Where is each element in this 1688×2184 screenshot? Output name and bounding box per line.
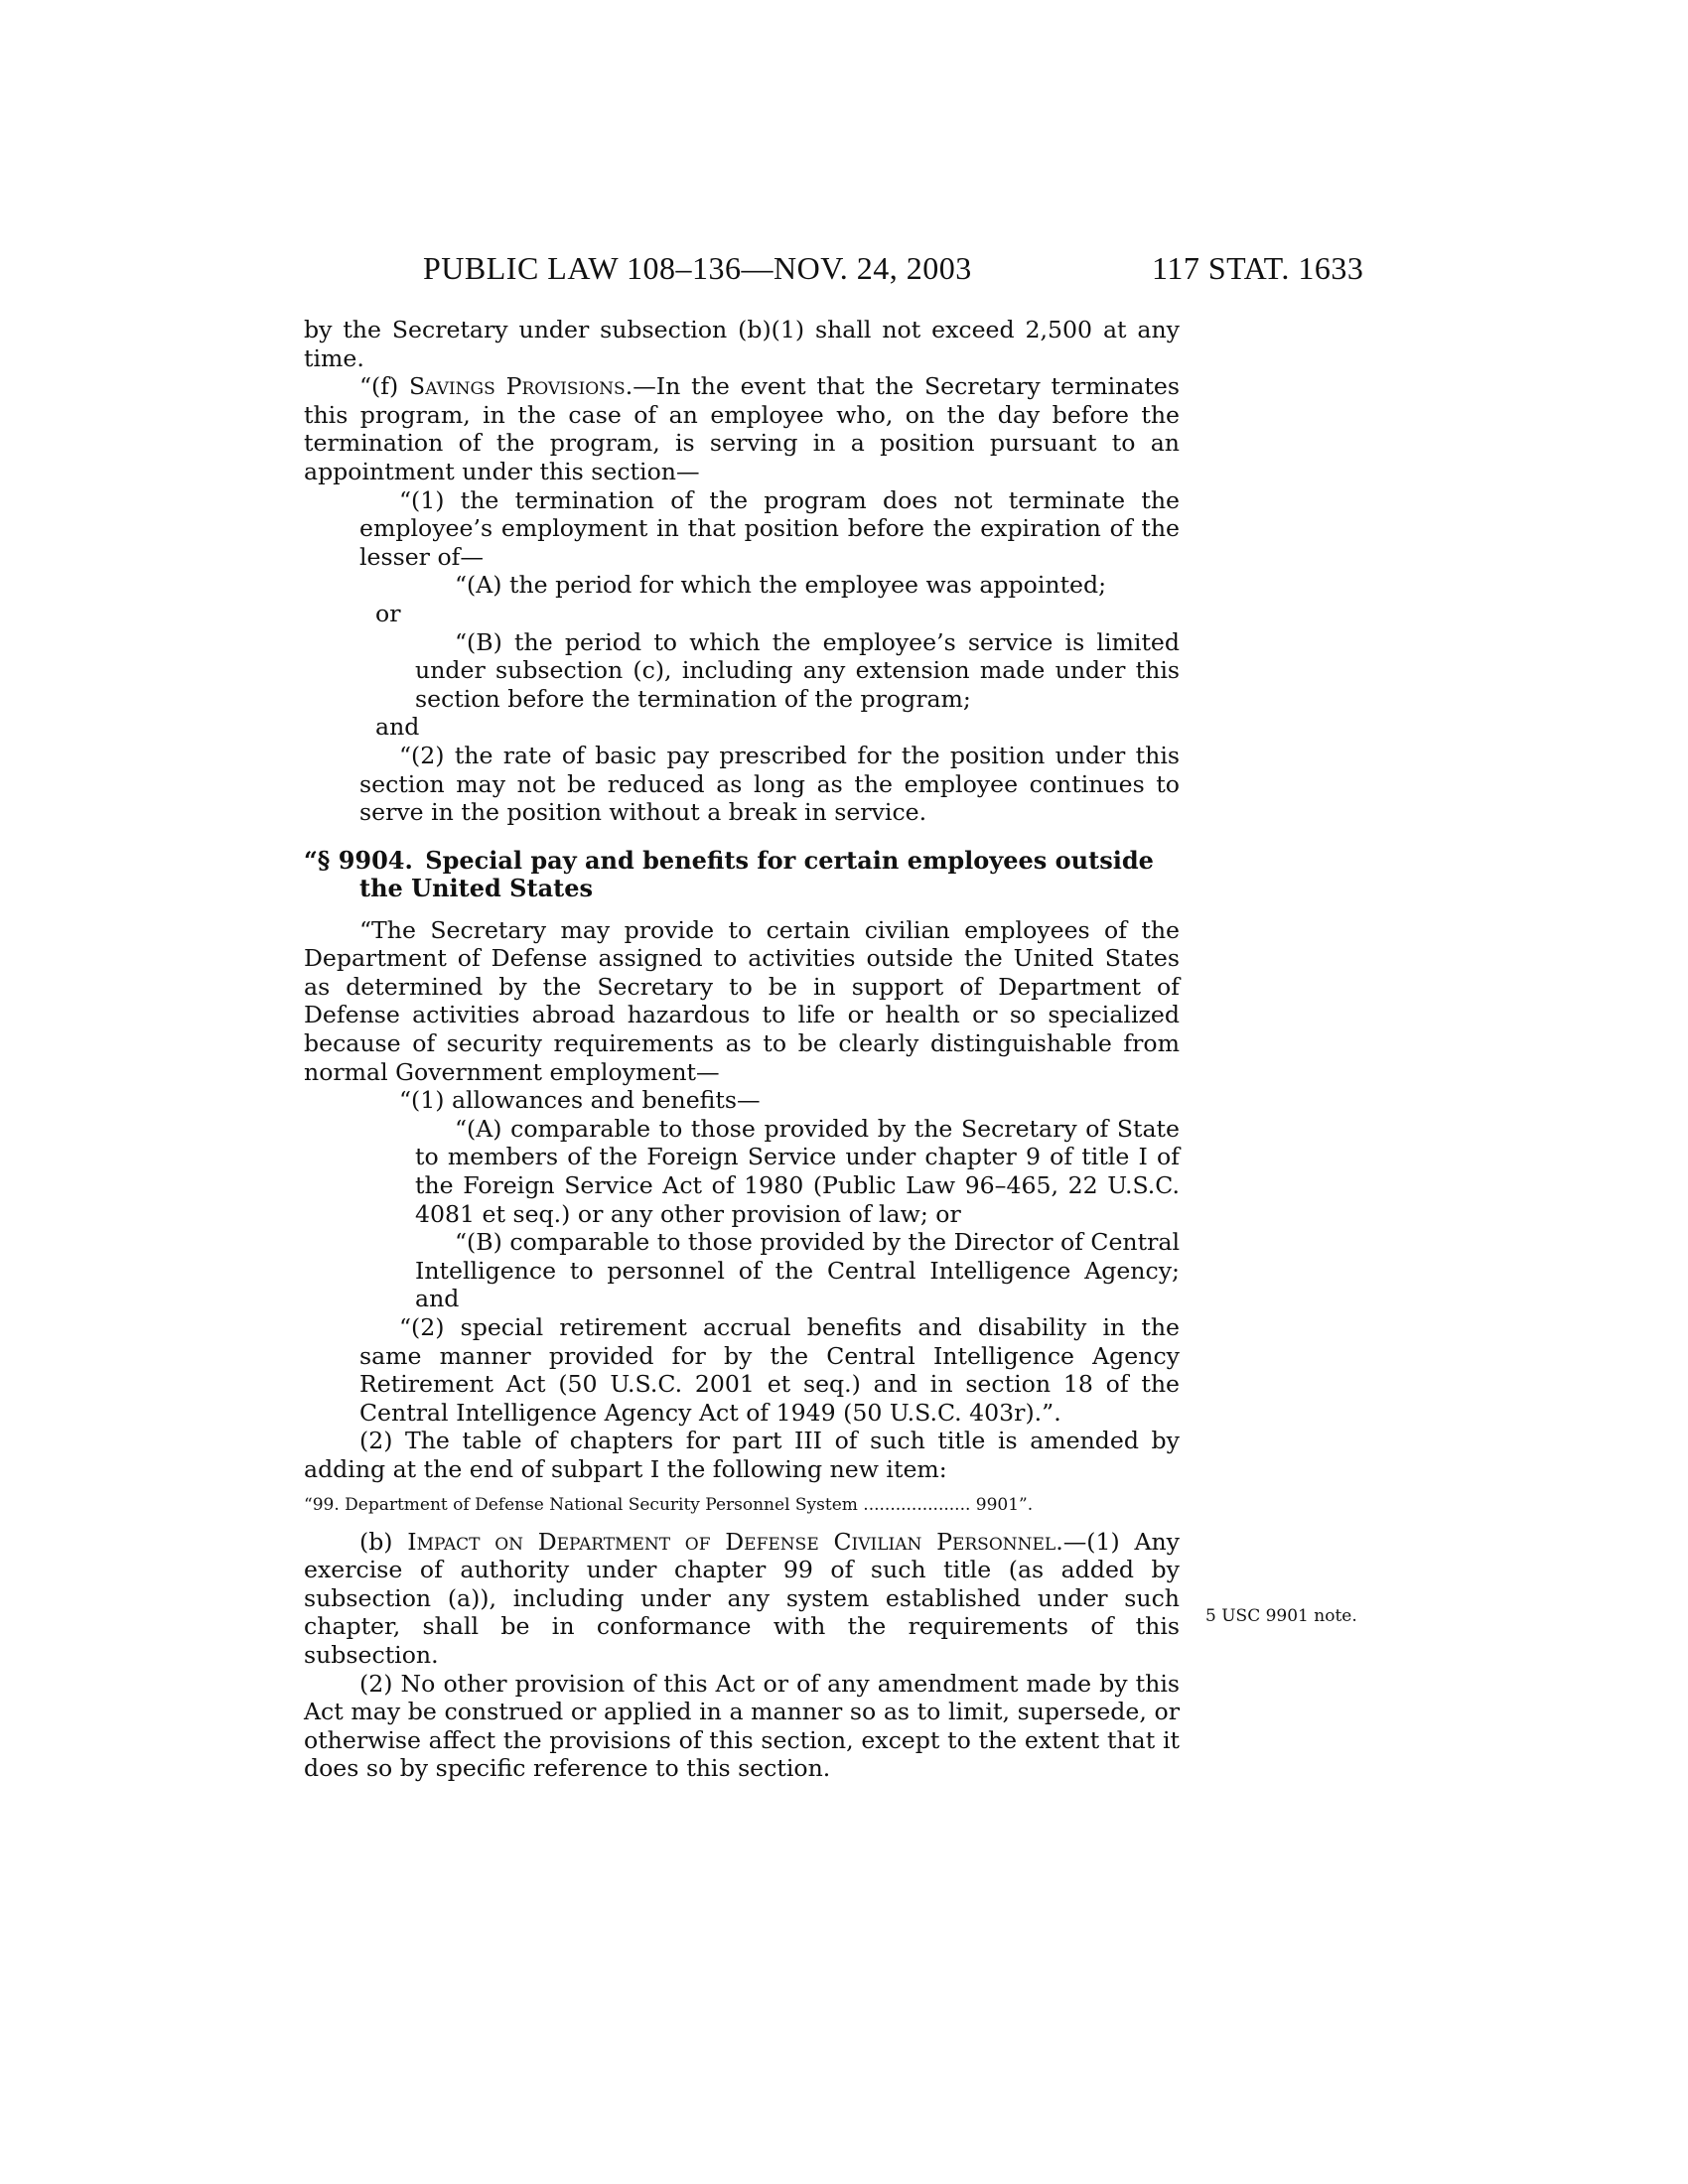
section-title: Special pay and benefits for certain employees outside the United States <box>359 845 1154 902</box>
paragraph-item-B: “(B) the period to which the employee’s service is limited under subsection (c), including any extension made under this section before the termination of the program; <box>415 627 1180 713</box>
paragraph-caption: Impact on Department of Defense Civilian Personnel <box>407 1527 1056 1556</box>
paragraph-section-intro: “The Secretary may provide to certain civilian employees of the Department of Defense assigned to activities outside the United States as determined by the Secretary to be in support of Department of Defense activities abroad hazardous to life or health or so specialized because of security requirements as to be clearly distinguishable from normal Government employment— <box>304 915 1180 1086</box>
paragraph-open: “(f) <box>359 372 410 401</box>
paragraph-impact <box>304 1528 1180 1670</box>
paragraph-caption: Savings Provisions <box>409 372 626 401</box>
paragraph-open: (b) <box>359 1527 408 1556</box>
body-text <box>304 316 1180 1783</box>
section-number: “§ 9904. <box>304 845 413 875</box>
statute-citation: 117 STAT. 1633 <box>1152 250 1364 286</box>
running-head: PUBLIC LAW 108–136—NOV. 24, 2003 <box>423 250 972 286</box>
section-heading <box>304 847 1180 902</box>
paragraph-continuation: by the Secretary under subsection (b)(1) shall not exceed 2,500 at any time. <box>304 316 1180 372</box>
paragraph-item-A: “(A) the period for which the employee was appointed; <box>455 571 1107 600</box>
paragraph-comparable-state: “(A) comparable to those provided by the Secretary of State to members of the Foreign Service under chapter 9 of title I of the Foreign Service Act of 1980 (Public Law 96–465, 22 U.S.C. 4081 et seq.) or any other provision of law; or <box>415 1114 1180 1228</box>
paragraph-rest: .—(1) Any exercise of authority under chapter 99 of such title (as added by subsection (a)), including under any system established under such chapter, shall be in conformance with the requirements of this subsection. <box>304 1527 1181 1669</box>
paragraph-item-2: “(2) the rate of basic pay prescribed for the position under this section may not be reduced as long as the employee continues to serve in the position without a break in service. <box>359 741 1180 827</box>
margin-note: 5 USC 9901 note. <box>1205 1606 1357 1626</box>
paragraph-rest: .—In the event that the Secretary terminates this program, in the case of an employee who, on the day before the termination of the program, is serving in a position pursuant to an appointment under this section— <box>304 372 1180 485</box>
paragraph-table-of-chapters: (2) The table of chapters for part III of such title is amended by adding at the end of subpart I the following new item: <box>304 1427 1180 1483</box>
paragraph-retirement: “(2) special retirement accrual benefits and disability in the same manner provided for by the Central Intelligence Agency Retirement Act (50 U.S.C. 2001 et seq.) and in section 18 of the Central Intelligence Agency Act of 1949 (50 U.S.C. 403r).”. <box>359 1313 1180 1427</box>
table-of-chapters-item: “99. Department of Defense National Security Personnel System .................... 9901”. <box>304 1494 1034 1515</box>
paragraph-allowances: “(1) allowances and benefits— <box>399 1086 761 1115</box>
paragraph-comparable-dci: “(B) comparable to those provided by the Director of Central Intelligence to personnel of the Central Intelligence Agency; and <box>415 1228 1180 1313</box>
paragraph-savings-provisions <box>304 372 1180 485</box>
paragraph-connector-or: or <box>375 599 401 627</box>
paragraph-no-other-provision: (2) No other provision of this Act or of any amendment made by this Act may be construed or applied in a manner so as to limit, supersede, or otherwise affect the provisions of this section, except to the extent that it does so by specific reference to this section. <box>304 1669 1180 1783</box>
paragraph-item-1: “(1) the termination of the program does not terminate the employee’s employment in that position before the expiration of the lesser of— <box>359 485 1180 571</box>
paragraph-connector-and: and <box>375 713 420 742</box>
